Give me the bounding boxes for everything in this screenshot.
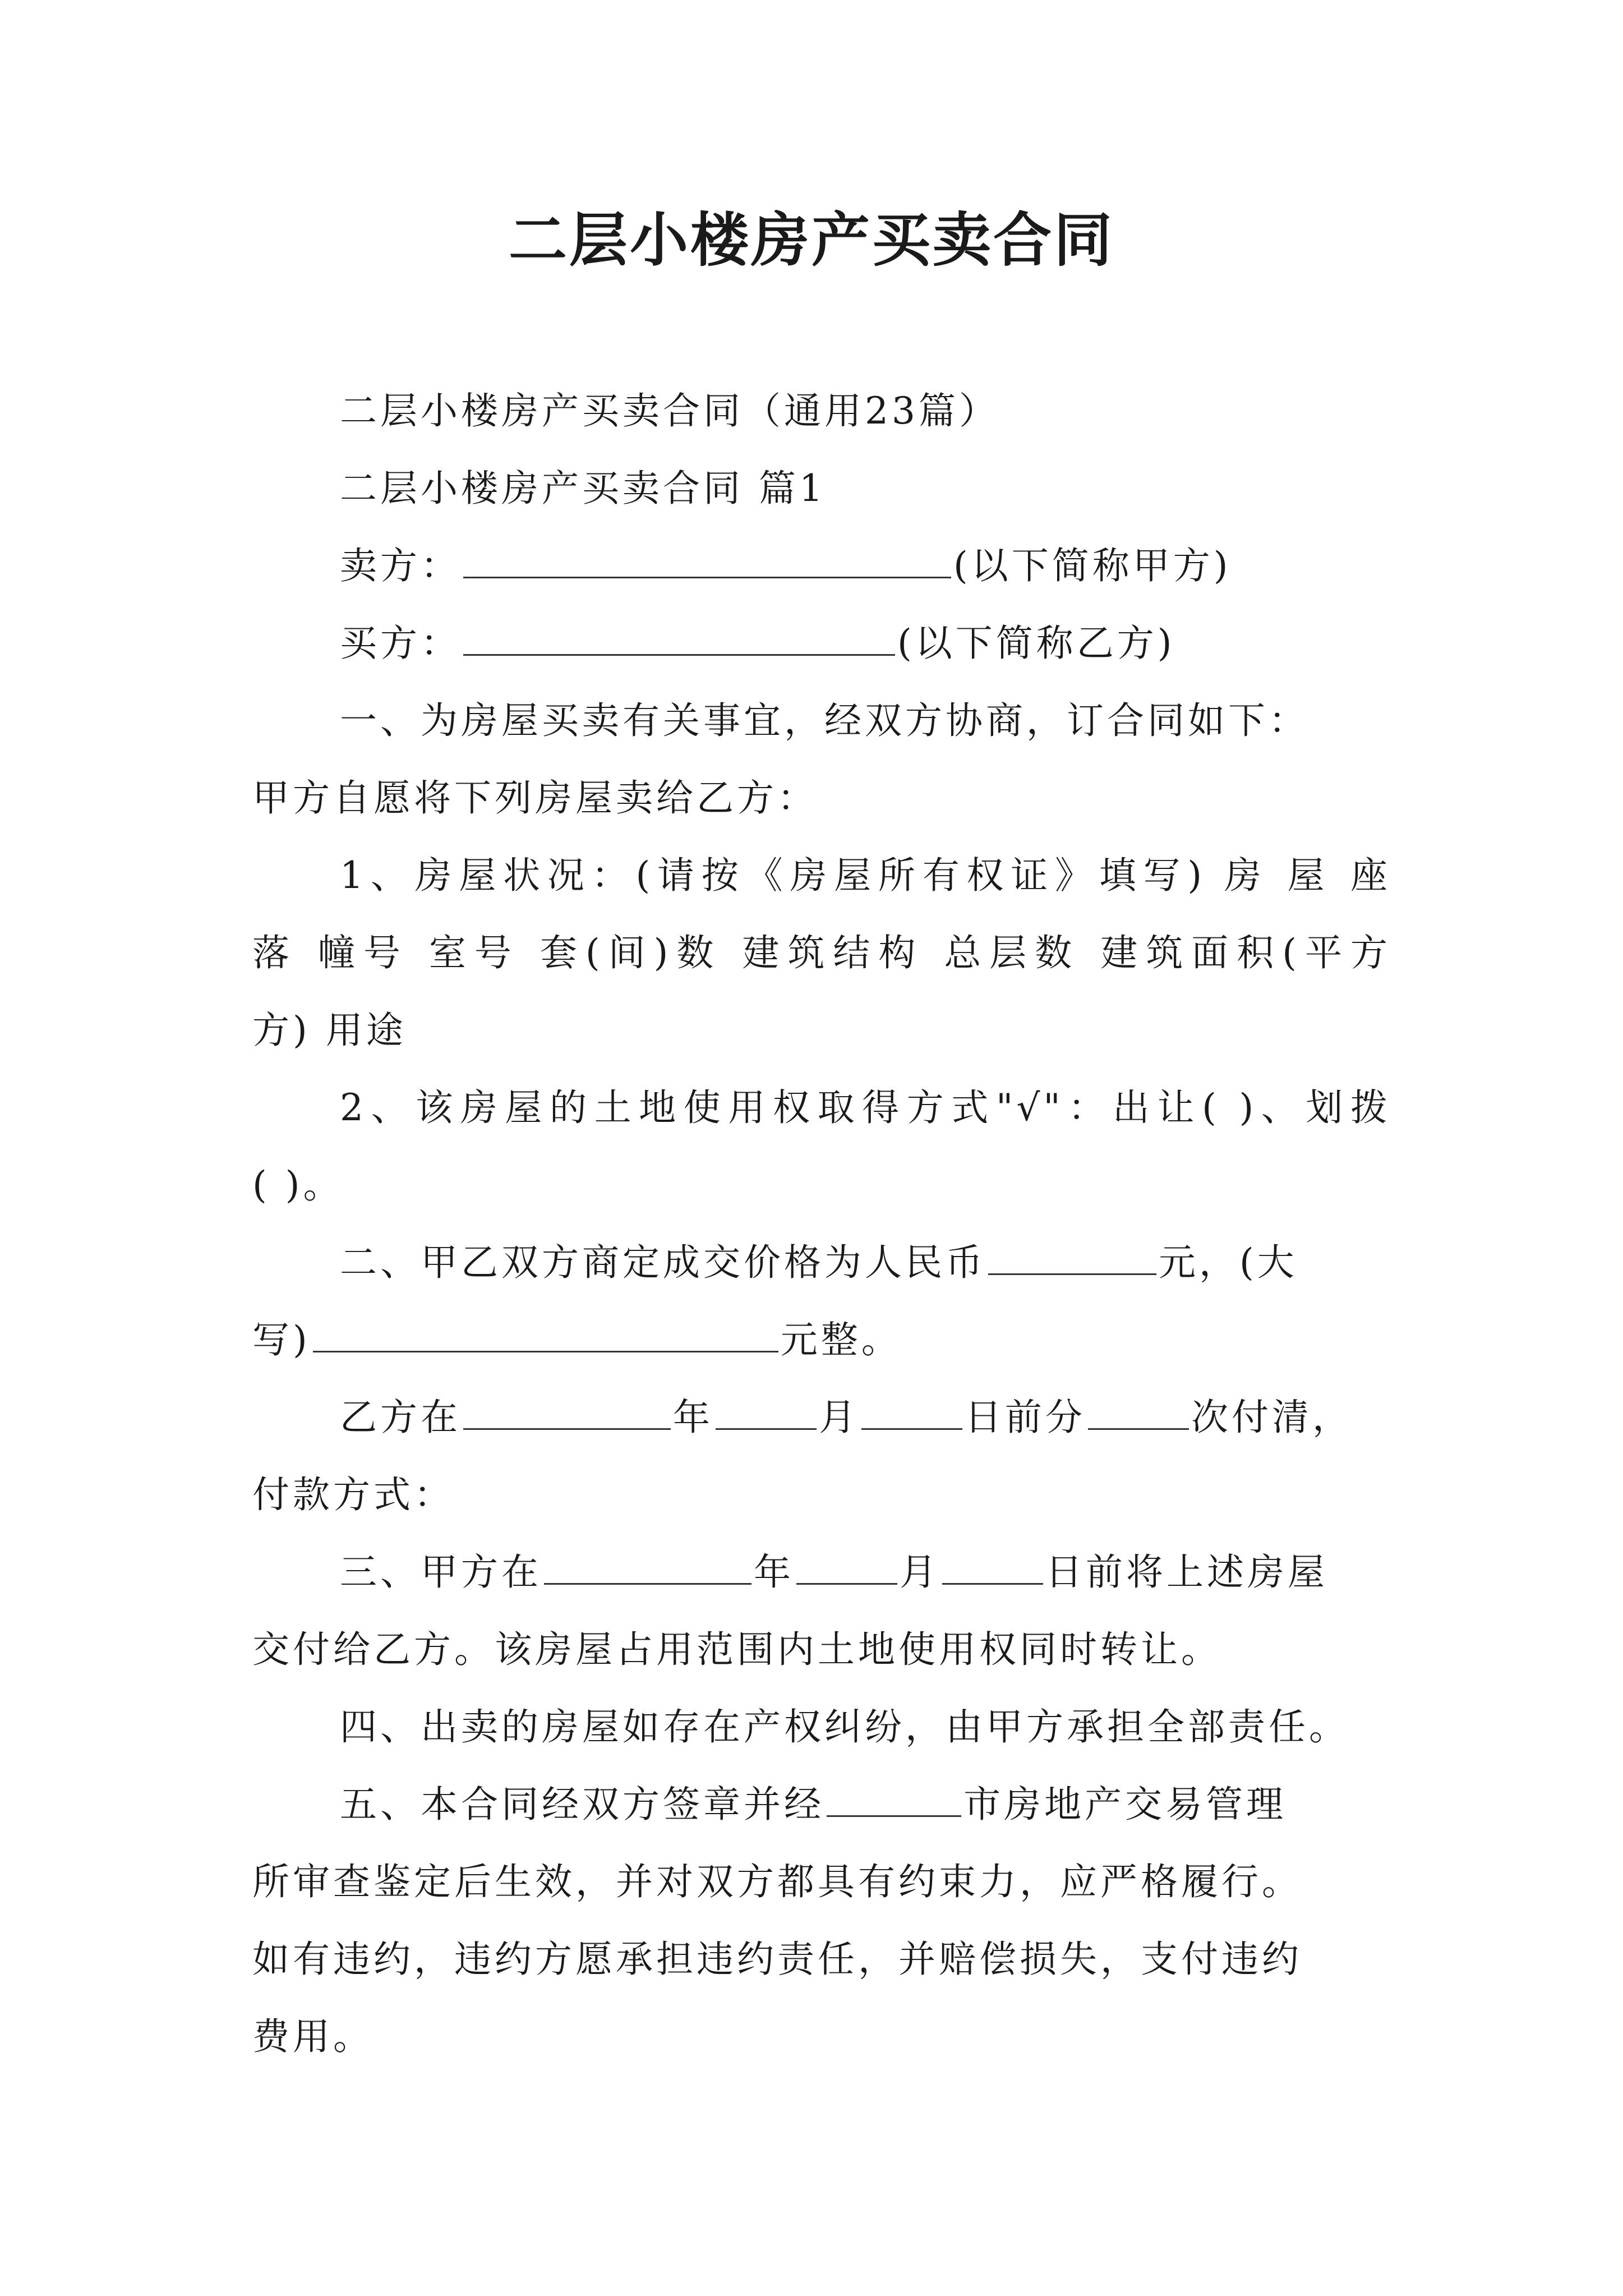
clause-2-text-b: 元，(大: [1159, 1241, 1298, 1284]
payment-text-b: 年: [673, 1396, 713, 1439]
payment-month-blank: [716, 1393, 817, 1430]
buyer-suffix: (以下简称乙方): [897, 622, 1175, 665]
price-blank: [988, 1239, 1156, 1275]
city-blank: [827, 1780, 961, 1817]
buyer-name-blank: [463, 619, 895, 656]
clause-5-text-b: 市房地产交易管理: [963, 1783, 1287, 1826]
clause-1-item-1-line-2: 落 幢号 室号 套(间)数 建筑结构 总层数 建筑面积(平方: [252, 931, 1391, 974]
clause-1-item-1-line-1: 1、房屋状况：(请按《房屋所有权证》填写) 房 屋 座: [340, 854, 1391, 897]
seller-name-blank: [463, 542, 951, 578]
clause-1-item-2-line-1: 2、该房屋的土地使用权取得方式"√"：出让( )、划拨: [340, 1086, 1391, 1129]
seller-label: 卖方：: [340, 544, 461, 587]
delivery-month-blank: [796, 1548, 897, 1585]
delivery-day-blank: [942, 1548, 1043, 1585]
clause-2-text-a: 二、甲乙双方商定成交价格为人民币: [340, 1241, 986, 1284]
buyer-label: 买方：: [340, 622, 461, 665]
clause-1-item-1-line-3: 方) 用途: [252, 1009, 407, 1052]
clause-5-line-2: 所审查鉴定后生效，并对双方都具有约束力，应严格履行。: [252, 1860, 1302, 1903]
clause-2-line-1: [252, 1237, 1391, 1288]
payment-year-blank: [463, 1393, 671, 1430]
clause-3-text-c: 月: [900, 1550, 940, 1594]
clause-5-text-a: 五、本合同经双方签章并经: [340, 1783, 824, 1826]
document-title: 二层小楼房产买卖合同: [508, 206, 1114, 274]
clause-4: 四、出卖的房屋如存在产权纠纷，由甲方承担全部责任。: [340, 1705, 1349, 1749]
clause-2-line-2: [252, 1315, 1391, 1365]
clause-2-text-d: 元整。: [780, 1318, 902, 1361]
clause-3-line-1: [252, 1547, 1391, 1598]
payment-day-blank: [861, 1393, 962, 1430]
payment-text-c: 月: [819, 1396, 859, 1439]
clause-2-text-c: 写): [252, 1318, 311, 1361]
clause-1-line-2: 甲方自愿将下列房屋卖给乙方：: [252, 776, 818, 820]
buyer-line: [252, 618, 1391, 669]
clause-5-line-1: [252, 1779, 1391, 1830]
price-words-blank: [313, 1316, 778, 1352]
payment-text-e: 次付清，: [1191, 1396, 1353, 1439]
payment-text-a: 乙方在: [340, 1396, 461, 1439]
clause-3-text-d: 日前将上述房屋: [1045, 1550, 1328, 1594]
payment-line-1: [252, 1392, 1391, 1443]
subtitle: 二层小楼房产买卖合同（通用23篇）: [340, 389, 999, 432]
clause-5-line-4: 费用。: [252, 2015, 374, 2058]
payment-line-2: 付款方式：: [252, 1473, 454, 1516]
clause-1-item-2-line-2: ( )。: [252, 1163, 344, 1207]
seller-line: [252, 541, 1391, 591]
clause-3-line-2: 交付给乙方。该房屋占用范围内土地使用权同时转让。: [252, 1628, 1221, 1671]
delivery-year-blank: [544, 1548, 751, 1585]
seller-suffix: (以下简称甲方): [953, 544, 1232, 587]
payment-times-blank: [1088, 1393, 1189, 1430]
clause-5-line-3: 如有违约，违约方愿承担违约责任，并赔偿损失，支付违约: [252, 1938, 1302, 1981]
section-heading: 二层小楼房产买卖合同 篇1: [340, 467, 826, 510]
clause-3-text-b: 年: [754, 1550, 794, 1594]
clause-1-line-1: 一、为房屋买卖有关事宜，经双方协商，订合同如下：: [340, 699, 1309, 742]
payment-text-d: 日前分: [965, 1396, 1086, 1439]
clause-3-text-a: 三、甲方在: [340, 1550, 542, 1594]
